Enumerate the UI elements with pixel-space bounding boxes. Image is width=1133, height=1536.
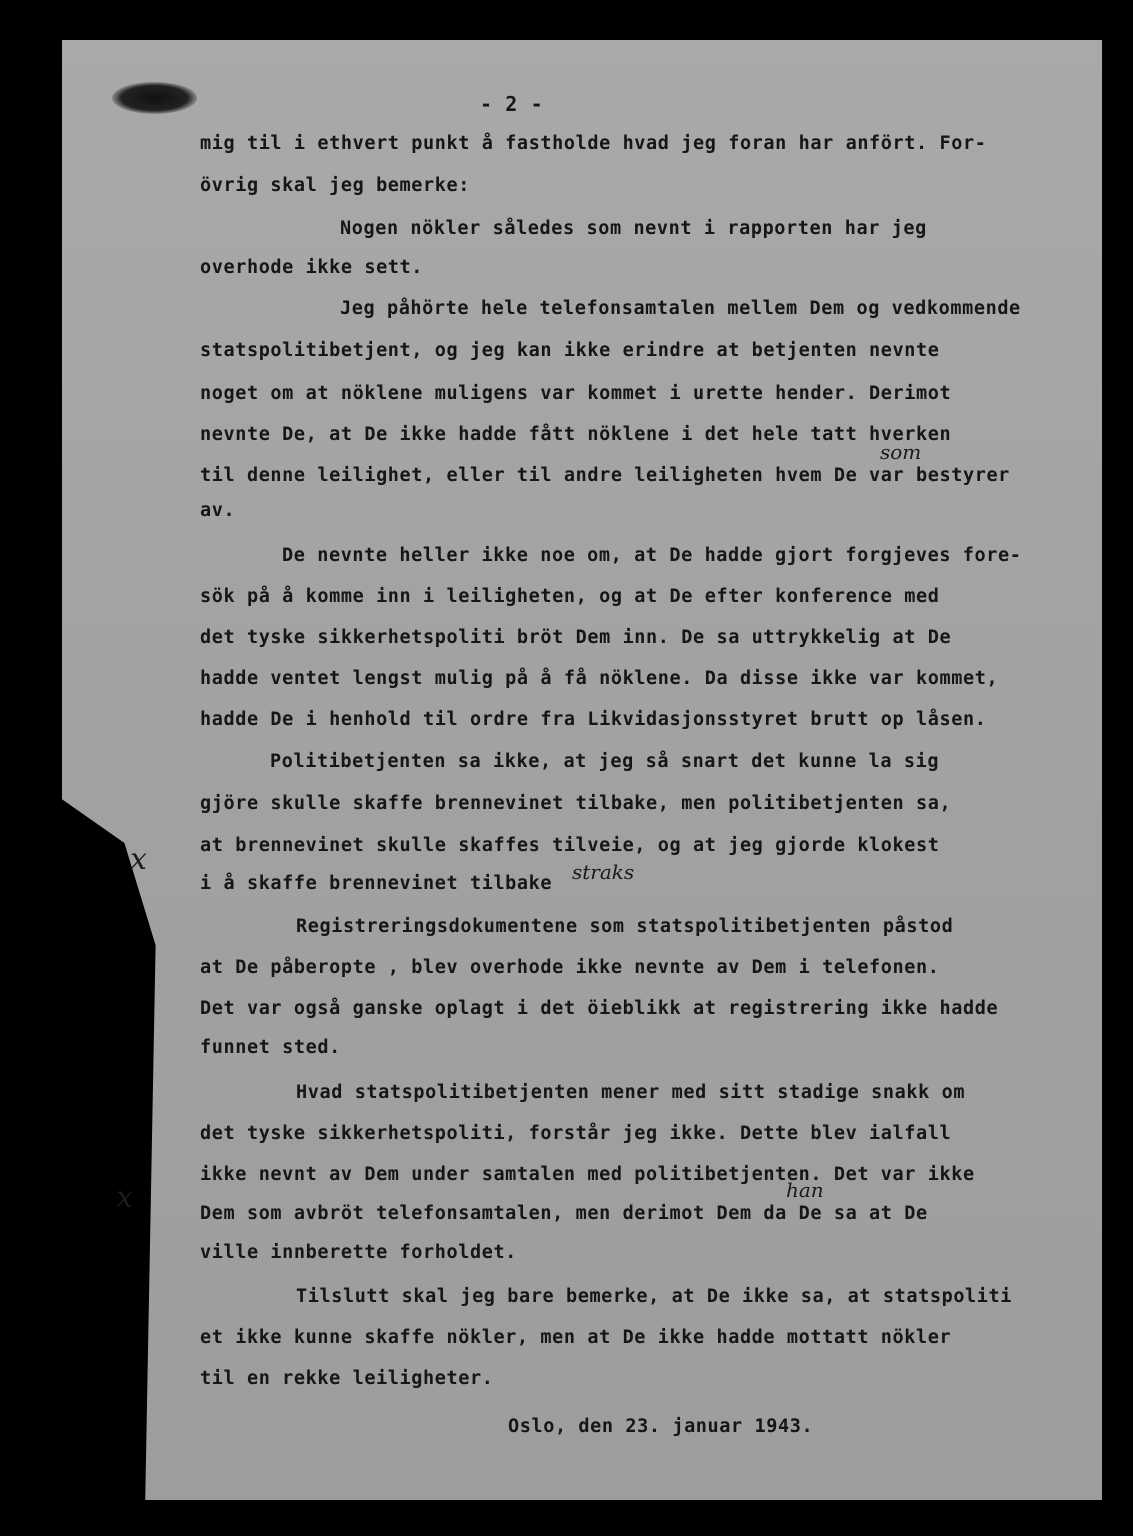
- text-line: gjöre skulle skaffe brennevinet tilbake, men politibetjenten sa,: [200, 793, 952, 814]
- text-line: Det var også ganske oplagt i det öieblikk at registrering ikke hadde: [200, 998, 999, 1019]
- text-line: av.: [200, 500, 236, 521]
- text-line: ikke nevnt av Dem under samtalen med politibetjenten. Det var ikke: [200, 1164, 975, 1185]
- text-line: Tilslutt skal jeg bare bemerke, at De ikke sa, at statspoliti: [296, 1286, 1013, 1307]
- handwritten-correction: som: [880, 440, 922, 464]
- text-line: til en rekke leiligheter.: [200, 1368, 494, 1389]
- text-line: det tyske sikkerhetspoliti, forstår jeg ikke. Dette blev ialfall: [200, 1123, 952, 1144]
- text-line: statspolitibetjent, og jeg kan ikke erindre at betjenten nevnte: [200, 340, 940, 361]
- handwritten-correction: straks: [572, 860, 635, 884]
- text-line: ville innberette forholdet.: [200, 1242, 517, 1263]
- date-line: Oslo, den 23. januar 1943.: [508, 1416, 814, 1437]
- text-line: at brennevinet skulle skaffes tilveie, og at jeg gjorde klokest: [200, 835, 940, 856]
- margin-mark: x: [116, 1180, 133, 1215]
- text-line: hadde ventet lengst mulig på å få nöklene. Da disse ikke var kommet,: [200, 668, 999, 689]
- page-number: - 2 -: [480, 92, 544, 116]
- text-line: De nevnte heller ikke noe om, at De hadde gjort forgjeves fore-: [282, 545, 1022, 566]
- text-line: noget om at nöklene muligens var kommet i urette hender. Derimot: [200, 383, 952, 404]
- text-line: Nogen nökler således som nevnt i rapporten har jeg: [340, 218, 927, 239]
- text-line: övrig skal jeg bemerke:: [200, 175, 470, 196]
- margin-mark: x: [130, 842, 147, 877]
- text-line: overhode ikke sett.: [200, 257, 424, 278]
- text-line: et ikke kunne skaffe nökler, men at De ikke hadde mottatt nökler: [200, 1327, 952, 1348]
- text-line: Politibetjenten sa ikke, at jeg så snart det kunne la sig: [270, 751, 940, 772]
- text-line: det tyske sikkerhetspoliti bröt Dem inn. De sa uttrykkelig at De: [200, 627, 952, 648]
- text-line: til denne leilighet, eller til andre leiligheten hvem De var bestyrer: [200, 465, 1010, 486]
- handwritten-correction: han: [786, 1178, 824, 1202]
- text-line: mig til i ethvert punkt å fastholde hvad jeg foran har anfört. For-: [200, 133, 987, 154]
- text-line: Dem som avbröt telefonsamtalen, men derimot Dem da De sa at De: [200, 1203, 928, 1224]
- text-line: funnet sted.: [200, 1037, 341, 1058]
- text-line: at De påberopte , blev overhode ikke nevnte av Dem i telefonen.: [200, 957, 940, 978]
- text-line: Hvad statspolitibetjenten mener med sitt stadige snakk om: [296, 1082, 966, 1103]
- text-line: sök på å komme inn i leiligheten, og at De efter konference med: [200, 586, 940, 607]
- text-line: Registreringsdokumentene som statspolitibetjenten påstod: [296, 916, 954, 937]
- text-line: i å skaffe brennevinet tilbake: [200, 873, 553, 894]
- text-line: Jeg påhörte hele telefonsamtalen mellem Dem og vedkommende: [340, 298, 1021, 319]
- text-line: hadde De i henhold til ordre fra Likvidasjonsstyret brutt op låsen.: [200, 709, 987, 730]
- text-line: nevnte De, at De ikke hadde fått nöklene i det hele tatt hverken: [200, 424, 952, 445]
- ink-blot: [112, 82, 197, 114]
